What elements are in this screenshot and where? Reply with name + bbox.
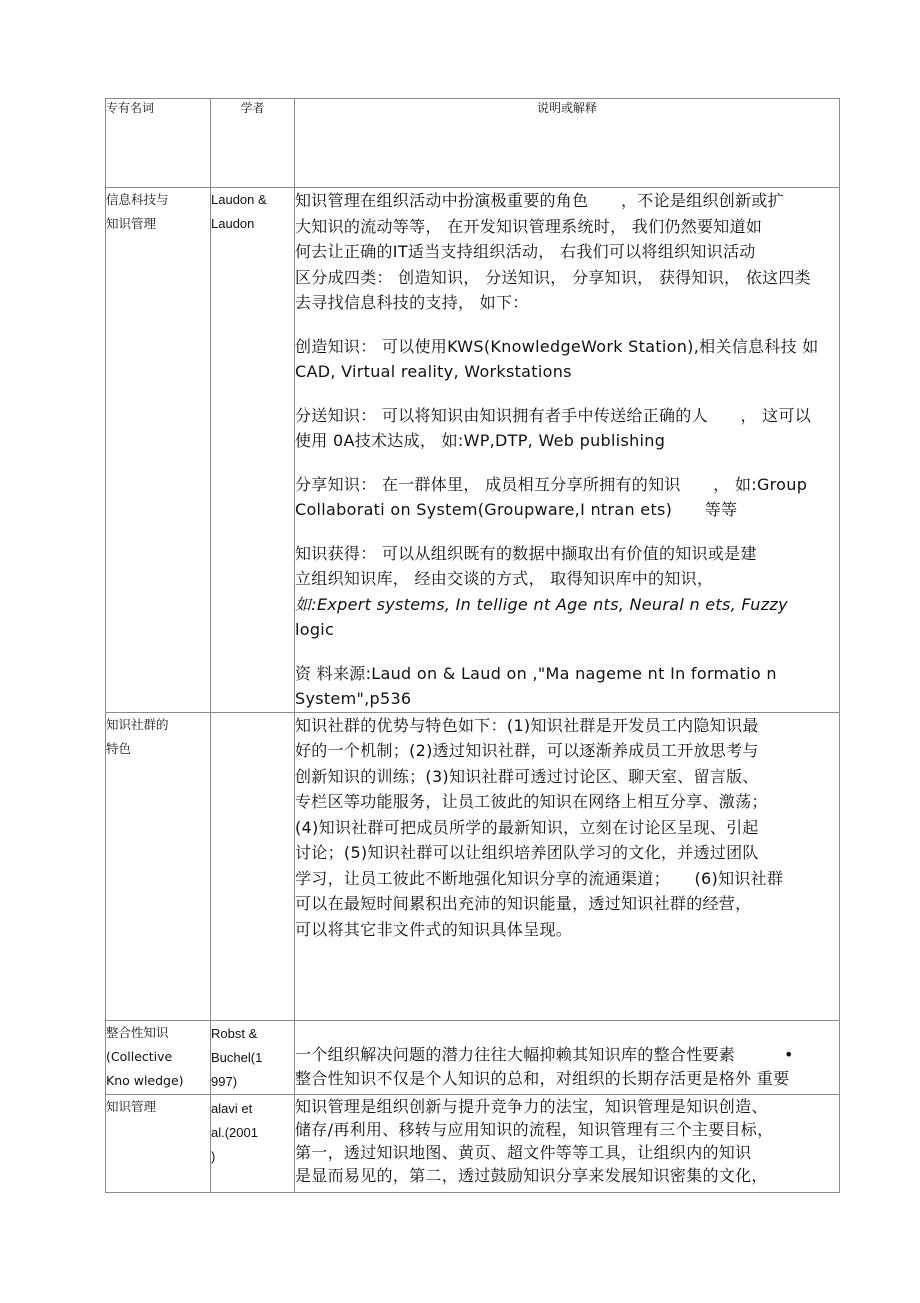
explanation-cell	[295, 712, 840, 1020]
explanation-cell	[295, 188, 840, 713]
term-cell	[106, 712, 211, 1020]
paragraph: 知识管理在组织活动中扮演极重要的角色 ，不论是组织创新或扩 大知识的流动等等， 在开发知识管理系统时， 我们仍然要知道如 何去让正确的IT适当支持组织活动， 右我们可以将组织知识活动 区分成四类： 创造知识， 分送知识， 分享知识， 获得知识， 依这四类 去寻找信息科技的支持， 如下：	[295, 191, 811, 312]
paragraph: 知识管理是组织创新与提升竞争力的法宝，知识管理是知识创造、 储存/再利用、移转与应用知识的流程，知识管理有三个主要目标， 第一，透过知识地图、黄页、超文件等等工具，让组织内的知识 是显而易见的，第二，透过鼓励知识分享来发展知识密集的文化，	[295, 1096, 774, 1185]
knowledge-terms-table	[105, 98, 840, 1193]
paragraph: 一个组织解决问题的潜力往往大幅抑赖其知识库的整合性要素 • 整合性知识不仅是个人知识的总和，对组织的长期存活更是格外 重要	[295, 1044, 794, 1088]
term-cell	[106, 188, 211, 713]
term-line: 知识管理	[106, 1098, 157, 1114]
scholar-line: Buchel(1	[211, 1049, 263, 1065]
table-row	[106, 1094, 840, 1192]
scholar-cell	[211, 1020, 295, 1094]
header-row	[106, 99, 840, 188]
scholar-cell	[211, 188, 295, 713]
scholar-line: al.(2001	[211, 1124, 258, 1140]
paragraph: 创造知识： 可以使用KWS(KnowledgeWork Station),相关信息科技 如 CAD, Virtual reality, Workstations	[295, 336, 819, 381]
term-line: 信息科技与	[106, 192, 169, 207]
term-line: 知识社群的	[106, 716, 169, 732]
header-scholar: 学者	[211, 99, 295, 188]
scholar-line: Laudon &	[211, 192, 267, 207]
scholar-cell	[211, 712, 295, 1020]
table-row	[106, 1020, 840, 1094]
paragraph: 分享知识： 在一群体里， 成员相互分享所拥有的知识 ， 如:Group Collaborati on System(Groupware,I ntran ets) 等等	[295, 474, 808, 519]
scholar-line: 997)	[211, 1073, 238, 1089]
term-line: Kno wledge)	[106, 1072, 184, 1088]
table-row	[106, 712, 840, 1020]
term-line: 特色	[106, 740, 132, 756]
scholar-cell	[211, 1094, 295, 1192]
scholar-line: Laudon	[211, 216, 255, 231]
paragraph: 知识获得： 可以从组织既有的数据中撷取出有价值的知识或是建 立组织知识库， 经由交谈的方式， 取得知识库中的知识， 如:Expert systems, In tellige nt Age nts, Neural n ets, Fuzzy logic	[295, 543, 788, 639]
scholar-line: )	[211, 1148, 216, 1164]
table-row	[106, 188, 840, 713]
paragraph: 知识社群的优势与特色如下：(1)知识社群是开发员工内隐知识最 好的一个机制；(2)透过知识社群，可以逐渐养成员工开放思考与 创新知识的训练；(3)知识社群可透过讨论区、聊天室、留言版、 专栏区等功能服务，让员工彼此的知识在网络上相互分享、激荡； (4)知识社群可把成员所学的最新知识，立刻在讨论区呈现、引起 讨论；(5)知识社群可以让组织培养团队学习的文化，并透过团队 学习，让员工彼此不断地强化知识分享的流通渠道； (6)知识社群 可以在最短时间累积出充沛的知识能量，透过知识社群的经营， 可以将其它非文件式的知识具体呈现。	[295, 715, 784, 939]
explanation-cell	[295, 1020, 840, 1094]
term-cell	[106, 1094, 211, 1192]
scholar-line: Robst &	[211, 1025, 258, 1041]
scholar-line: alavi et	[211, 1100, 253, 1116]
term-cell	[106, 1020, 211, 1094]
source-citation: 资 料来源:Laud on & Laud on ,"Ma nageme nt In formatio n System",p536	[295, 663, 777, 708]
term-line: 整合性知识	[106, 1024, 169, 1040]
term-line: (Collective	[106, 1048, 173, 1064]
header-term: 专有名词	[106, 99, 211, 188]
term-line: 知识管理	[106, 216, 157, 231]
explanation-cell	[295, 1094, 840, 1192]
header-explanation: 说明或解释	[295, 99, 840, 188]
paragraph: 分送知识： 可以将知识由知识拥有者手中传送给正确的人 ， 这可以 使用 0A技术达成， 如:WP,DTP, Web publishing	[295, 405, 812, 450]
